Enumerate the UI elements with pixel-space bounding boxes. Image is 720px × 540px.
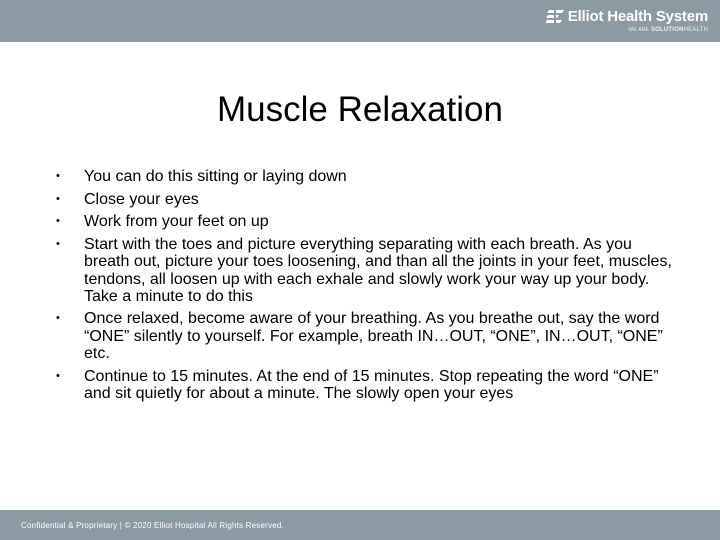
header-bar — [0, 0, 720, 42]
elliot-health-logo — [546, 8, 708, 33]
bullet-text: Continue to 15 minutes. At the end of 15 minutes. Stop repeating the word “ONE” and sit quietly for about a minute. The slowly open your eyes — [84, 367, 659, 402]
bullet-text: Close your eyes — [84, 190, 199, 208]
bullet-item — [56, 368, 676, 402]
bullet-text: Once relaxed, become aware of your breathing. As you breathe out, say the word “ONE” silently to yourself. For example, breath IN…OUT, “ONE”, IN…OUT, “ONE” etc. — [84, 310, 663, 362]
slide-title: Muscle Relaxation — [217, 90, 503, 129]
brand-name: Elliot Health System — [567, 8, 708, 25]
bullet-dot: • — [56, 369, 60, 382]
bullet-item — [56, 213, 676, 230]
tagline-bold: SOLUTION — [650, 27, 684, 33]
bullet-item — [56, 168, 676, 185]
bullet-dot: • — [56, 170, 60, 182]
bullet-text: Work from your feet on up — [84, 213, 269, 231]
bullet-dot: • — [56, 238, 60, 251]
bullet-item — [56, 191, 676, 208]
bullet-item — [56, 310, 676, 362]
bullet-dot: • — [56, 312, 60, 325]
bullet-text: Start with the toes and picture everything separating with each breath. As you breath out, picture your toes loosening, and than all the joints in your feet, muscles, tendons, all loosen up with each exhale and slowly work your way up your body. Take a minute to do this — [84, 236, 672, 305]
bullet-item — [56, 236, 676, 305]
tagline-suffix: HEALTH — [683, 27, 708, 33]
bullet-text: You can do this sitting or laying down — [84, 168, 347, 185]
tagline-prefix: WE ARE — [628, 27, 650, 33]
bullet-list — [56, 168, 676, 402]
elliot-logo-mark-icon — [546, 10, 564, 24]
bullet-dot: • — [56, 192, 60, 205]
bullet-dot: • — [56, 215, 60, 228]
footer-copyright: Confidential & Proprietary | © 2020 Elliot Hospital All Rights Reserved. — [21, 521, 284, 530]
brand-tagline — [546, 27, 708, 33]
